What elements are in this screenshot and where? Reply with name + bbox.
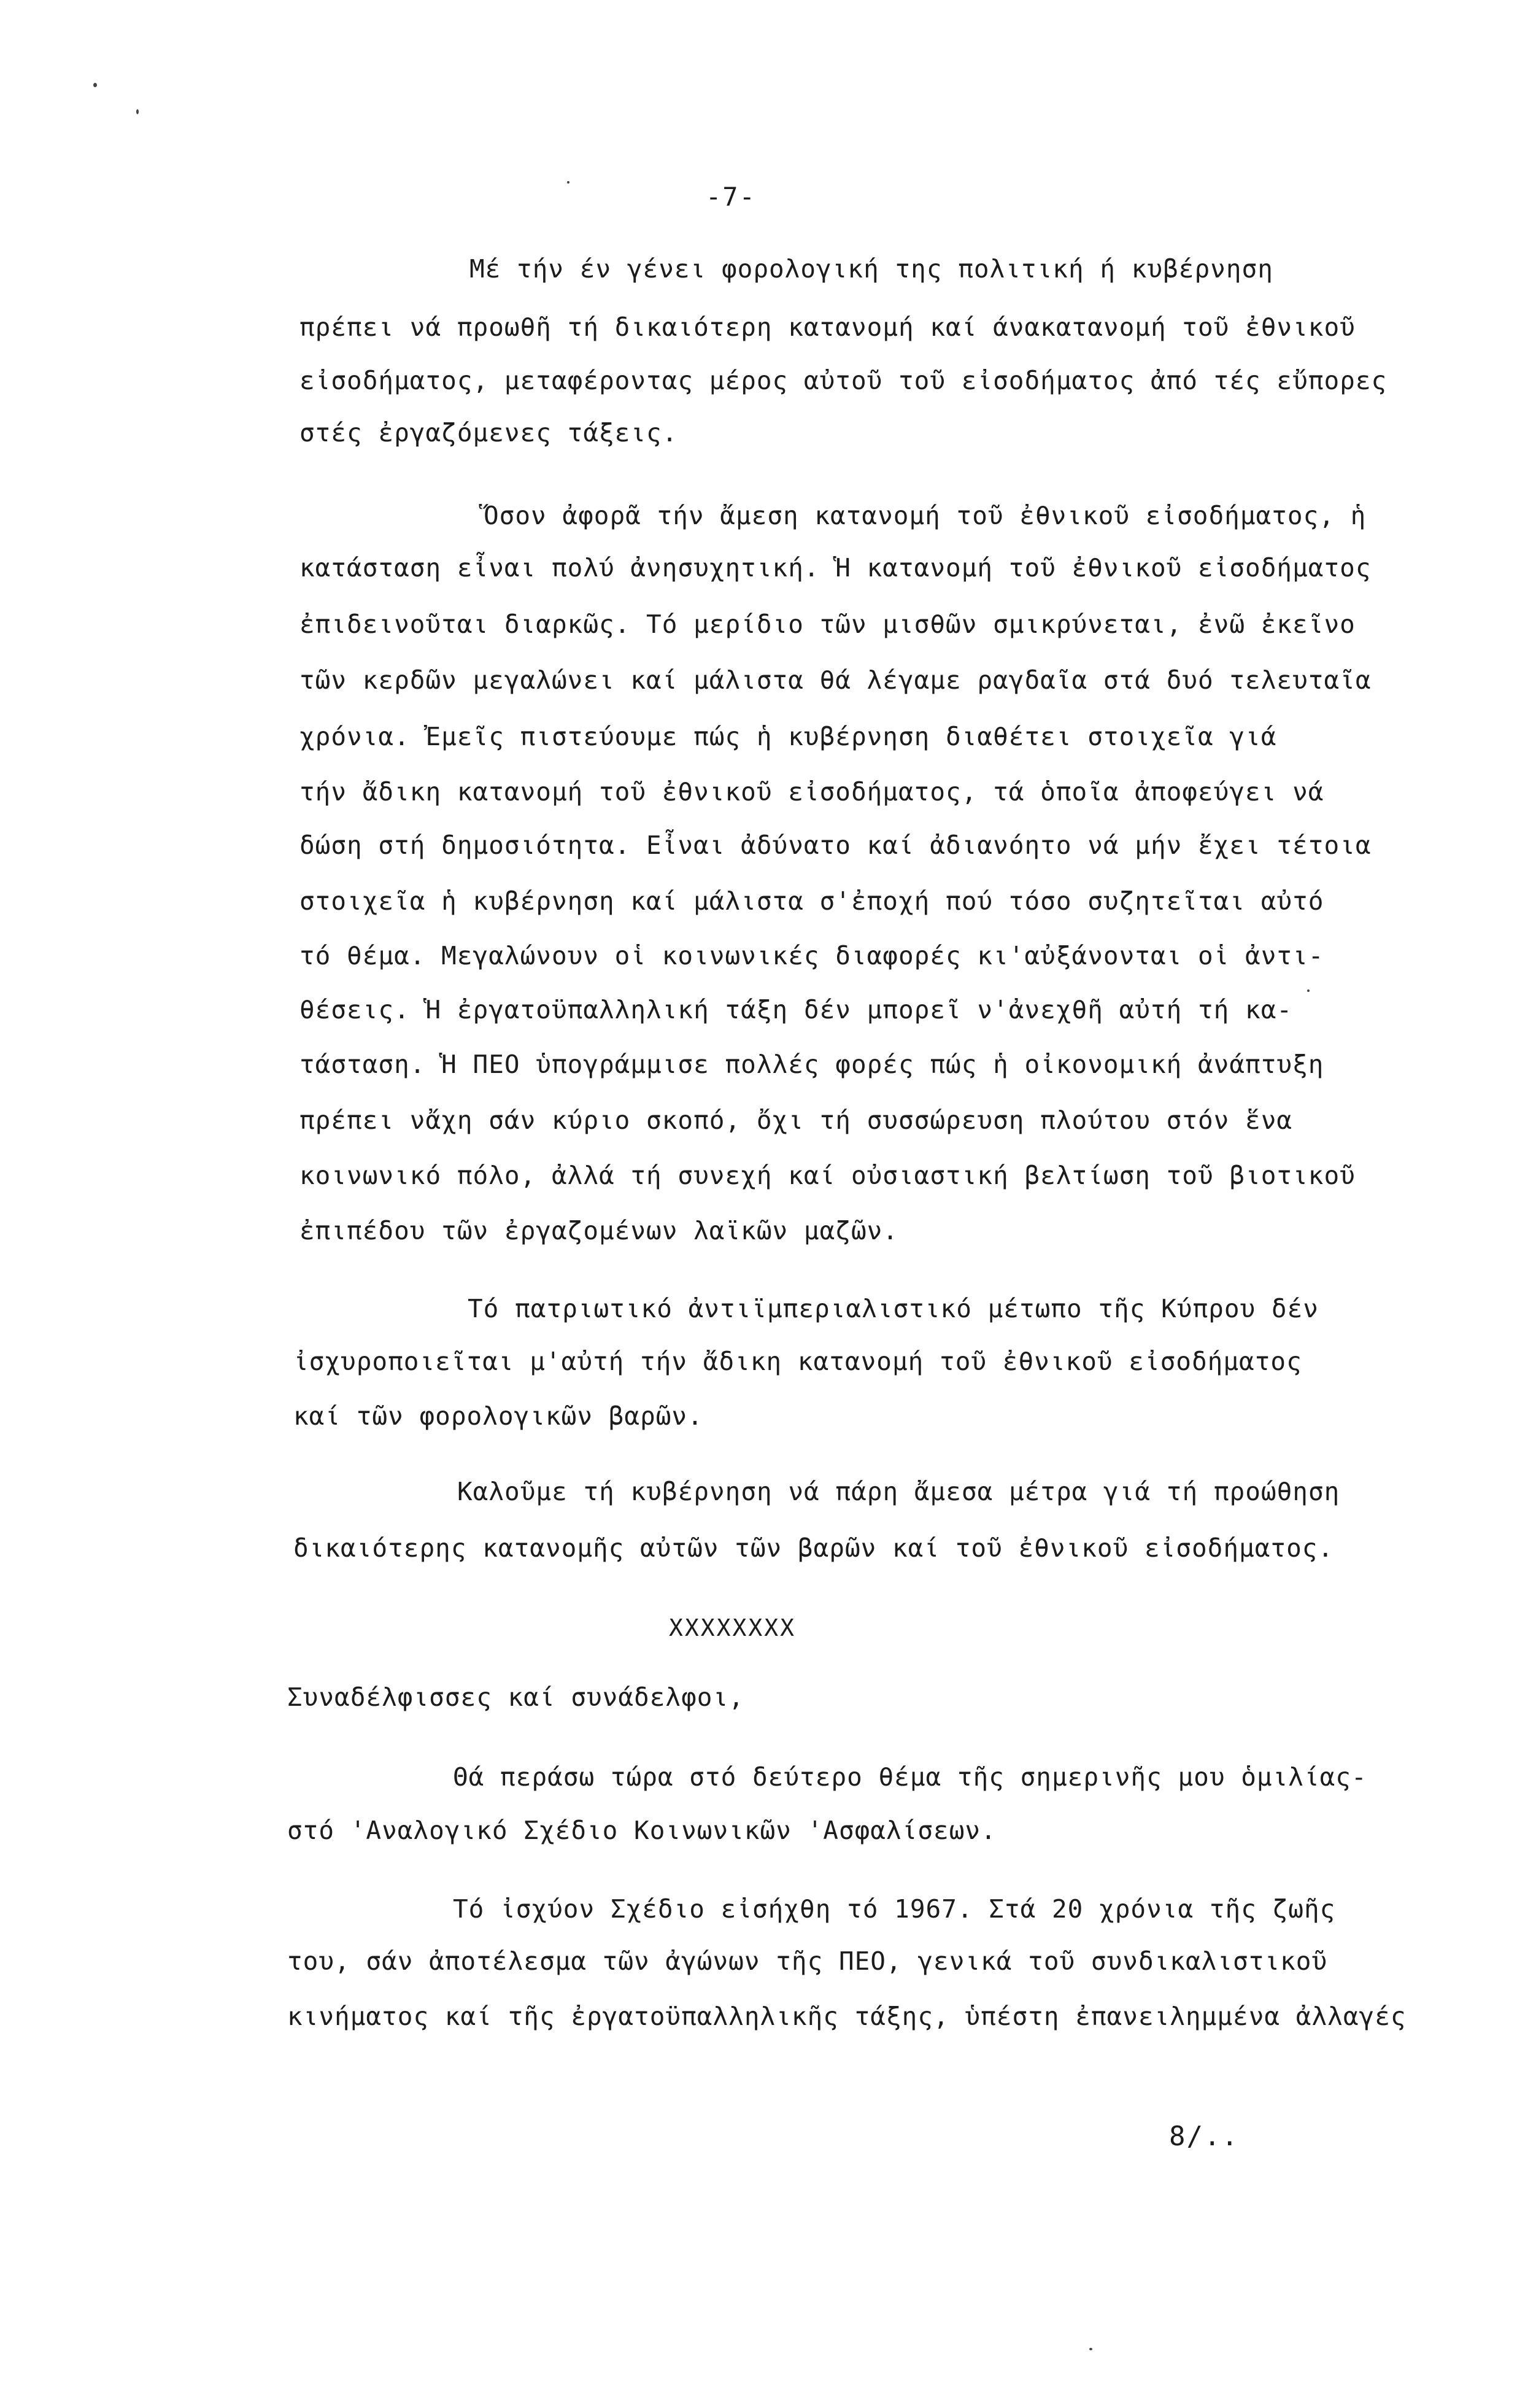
text-line: τήν ἄδικη κατανομή τοῦ ἐθνικοῦ εἰσοδήματος, τά ὁποῖα ἀποφεύγει νά [299, 777, 1324, 807]
scan-speck [1089, 2348, 1092, 2350]
text-line: τό θέμα. Μεγαλώνουν οἱ κοινωνικές διαφορές κι'αὐξάνονται οἱ ἀντι- [299, 941, 1324, 970]
text-line: ἰσχυροποιεῖται μ'αὐτή τήν ἄδικη κατανομή τοῦ ἐθνικοῦ εἰσοδήματος [293, 1347, 1302, 1376]
salutation: Συναδέλφισσες καί συνάδελφοι, [287, 1682, 744, 1712]
text-line: στοιχεῖα ἡ κυβέρνηση καί μάλιστα σ'ἐποχή πού τόσο συζητεῖται αὐτό [299, 886, 1324, 916]
text-line: εἰσοδήματος, μεταφέροντας μέρος αὐτοῦ τοῦ εἰσοδήματος ἀπό τές εὔπορες [299, 366, 1388, 395]
scan-speck [93, 83, 97, 87]
text-line: Μέ τήν έν γένει φορολογική της πολιτική ή κυβέρνηση [469, 254, 1273, 284]
text-line: ἐπιδεινοῦται διαρκῶς. Τό μερίδιο τῶν μισθῶν σμικρύνεται, ἐνῶ ἐκεῖνο [299, 610, 1356, 639]
text-line: κοινωνικό πόλο, ἀλλά τή συνεχή καί οὐσιαστική βελτίωση τοῦ βιοτικοῦ [299, 1161, 1356, 1190]
text-line: κατάσταση εἶναι πολύ ἀνησυχητική. Ἡ κατανομή τοῦ ἐθνικοῦ εἰσοδήματος [299, 553, 1372, 583]
text-line: του, σάν ἀποτέλεσμα τῶν ἀγώνων τῆς ΠΕΟ, γενικά τοῦ συνδικαλιστικοῦ [287, 1946, 1328, 1976]
text-line: καί τῶν φορολογικῶν βαρῶν. [293, 1401, 703, 1431]
text-line: τῶν κερδῶν μεγαλώνει καί μάλιστα θά λέγαμε ραγδαῖα στά δυό τελευταῖα [299, 665, 1372, 695]
text-line: στές ἐργαζόμενες τάξεις. [299, 418, 678, 447]
text-line: δικαιότερης κατανομῆς αὐτῶν τῶν βαρῶν καί τοῦ ἐθνικοῦ εἰσοδήματος. [293, 1533, 1334, 1563]
text-line: στό 'Αναλογικό Σχέδιο Κοινωνικῶν 'Ασφαλίσεων. [287, 1816, 997, 1845]
text-line: δώση στή δημοσιότητα. Εἶναι ἀδύνατο καί ἀδιανόητο νά μήν ἔχει τέτοια [299, 830, 1372, 860]
text-line: τάσταση. Ἡ ΠΕΟ ὑπογράμμισε πολλές φορές πώς ἡ οἰκονομική ἀνάπτυξη [299, 1050, 1324, 1079]
text-line: κινήματος καί τῆς ἐργατοϋπαλληλικῆς τάξης, ὑπέστη ἐπανειλημμένα ἀλλαγές [287, 2002, 1407, 2031]
text-line: Θά περάσω τώρα στό δεύτερο θέμα τῆς σημερινῆς μου ὁμιλίας- [453, 1762, 1367, 1792]
text-line: ἐπιπέδου τῶν ἐργαζομένων λαϊκῶν μαζῶν. [299, 1216, 898, 1245]
scan-speck [136, 109, 139, 114]
text-line: πρέπει νἄχη σάν κύριο σκοπό, ὄχι τή συσσώρευση πλούτου στόν ἕνα [299, 1105, 1293, 1135]
text-line: θέσεις. Ἡ ἐργατοϋπαλληλική τάξη δέν μπορεῖ ν'ἀνεχθῆ αὐτή τή κα- [299, 995, 1293, 1024]
page-number: -7- [706, 182, 756, 212]
text-line: Τό ἰσχύον Σχέδιο εἰσήχθη τό 1967. Στά 20 χρόνια τῆς ζωῆς [453, 1894, 1336, 1924]
scan-speck [1307, 989, 1310, 992]
scan-speck [567, 181, 569, 184]
section-separator: XXXXXXXX [669, 1614, 797, 1641]
continuation-marker: 8/.. [1169, 2121, 1239, 2152]
text-line: πρέπει νά προωθῆ τή δικαιότερη κατανομή καί άνακατανομή τοῦ ἐθνικοῦ [299, 312, 1356, 342]
text-line: Καλοῦμε τή κυβέρνηση νά πάρη ἄμεσα μέτρα γιά τή προώθηση [457, 1477, 1340, 1506]
text-line: Ὅσον ἀφορᾶ τήν ἄμεση κατανομή τοῦ ἐθνικοῦ εἰσοδήματος, ἡ [484, 501, 1367, 530]
text-line: χρόνια. Ἐμεῖς πιστεύουμε πώς ἡ κυβέρνηση διαθέτει στοιχεῖα γιά [299, 722, 1277, 751]
text-line: Τό πατριωτικό ἀντιϊμπεριαλιστικό μέτωπο τῆς Κύπρου δέν [468, 1294, 1319, 1323]
